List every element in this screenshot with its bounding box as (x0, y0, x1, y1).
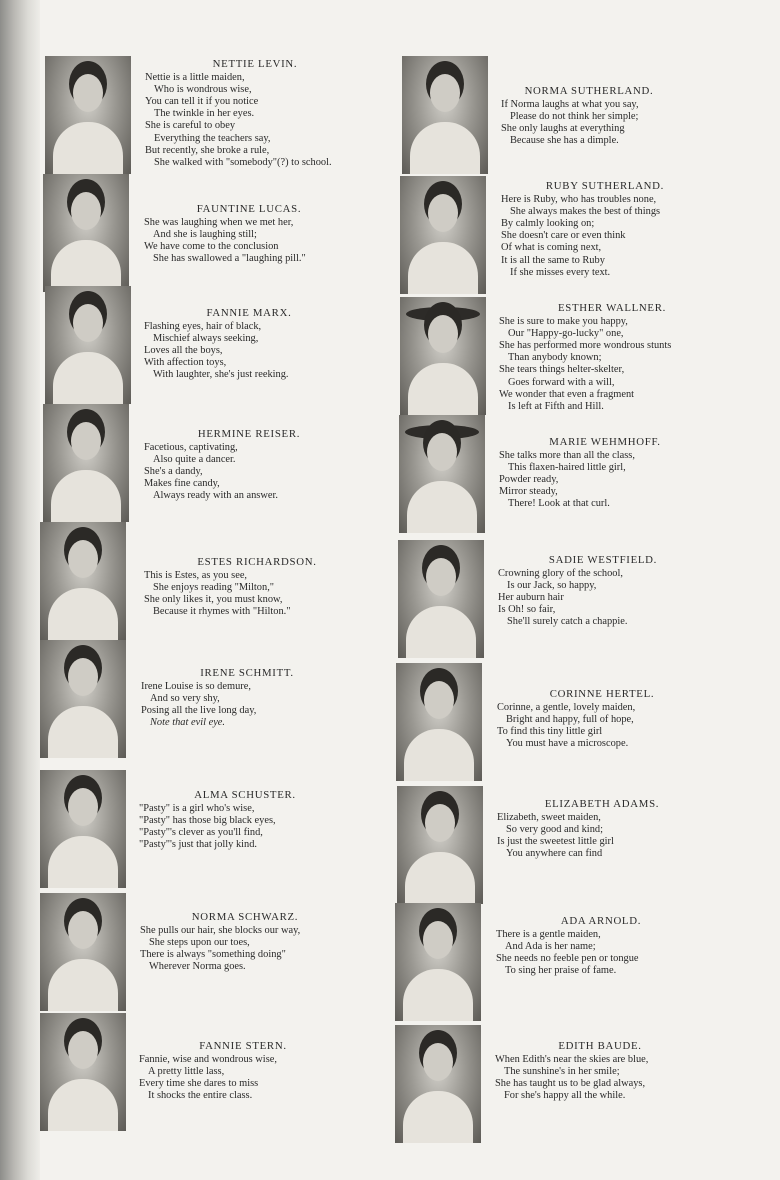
verse-line: Because she has a dimple. (510, 135, 619, 147)
verse-line: Who is wondrous wise, (154, 84, 252, 96)
student-name: HERMINE REISER. (197, 428, 301, 440)
verse-line: Fannie, wise and wondrous wise, (139, 1054, 277, 1066)
verse-block (144, 307, 354, 382)
portrait-photo (397, 786, 483, 904)
verse-line: Irene Louise is so demure, (141, 681, 251, 693)
portrait-body (48, 959, 118, 1011)
portrait-photo (399, 415, 485, 533)
verse-line: We have come to the conclusion (144, 241, 279, 253)
portrait-photo (40, 770, 126, 888)
student-name: FANNIE MARX. (206, 307, 292, 319)
portrait-body (53, 122, 123, 174)
portrait-head (423, 921, 453, 959)
verse-block (498, 554, 708, 629)
verse-line: Mischief always seeking, (153, 333, 259, 345)
verse-line: This is Estes, as you see, (144, 570, 248, 582)
portrait-head (428, 315, 458, 353)
portrait-photo (395, 903, 481, 1021)
verse-line: She needs no feeble pen or tongue (496, 953, 639, 965)
student-name: CORINNE HERTEL. (549, 688, 655, 700)
verse-line: She tears things helter-skelter, (499, 364, 625, 376)
verse-line: "Pasty"'s clever as you'll find, (139, 827, 263, 839)
verse-line: A pretty little lass, (148, 1066, 225, 1078)
portrait-head (428, 194, 458, 232)
verse-line: The sunshine's in her smile; (504, 1066, 620, 1078)
verse-line: She has swallowed a "laughing pill." (153, 253, 306, 265)
verse-line: Is Oh! so fair, (498, 604, 556, 616)
verse-line: So very good and kind; (506, 824, 603, 836)
portrait-photo (402, 56, 488, 174)
verse-line: She only likes it, you must know, (144, 594, 283, 606)
verse-block (497, 688, 707, 750)
verse-block (139, 1040, 347, 1102)
verse-line: Than anybody known; (508, 352, 602, 364)
verse-block (145, 58, 365, 169)
verse-line: Everything the teachers say, (154, 132, 271, 144)
verse-line: You can tell it if you notice (145, 96, 259, 108)
portrait-photo (398, 540, 484, 658)
verse-line: It shocks the entire class. (148, 1090, 253, 1102)
student-name: MARIE WEHMHOFF. (549, 436, 661, 448)
verse-block (501, 85, 677, 147)
portrait-body (51, 470, 121, 522)
portrait-head (68, 1031, 98, 1069)
verse-line: Goes forward with a will, (508, 376, 615, 388)
verse-line: She always makes the best of things (510, 206, 661, 218)
verse-line: She is sure to make you happy, (499, 316, 628, 328)
student-name: SADIE WESTFIELD. (548, 554, 658, 566)
portrait-body (410, 122, 480, 174)
student-name: FANNIE STERN. (199, 1040, 287, 1052)
student-name: RUBY SUTHERLAND. (545, 180, 665, 192)
verse-line: Note that evil eye. (150, 717, 226, 729)
verse-line: Nettie is a little maiden, (145, 72, 245, 84)
verse-block (496, 915, 706, 977)
portrait-head (68, 658, 98, 696)
verse-line: Bright and happy, full of hope, (506, 714, 634, 726)
verse-line: It is all the same to Ruby (501, 254, 605, 266)
portrait-photo (40, 893, 126, 1011)
verse-block (497, 798, 707, 860)
verse-block (144, 556, 370, 618)
portrait-head (68, 788, 98, 826)
portrait-photo (40, 1013, 126, 1131)
portrait-head (71, 192, 101, 230)
verse-line: She has taught us to be glad always, (495, 1078, 646, 1090)
portrait-photo (43, 404, 129, 522)
portrait-head (425, 804, 455, 842)
portrait-head (71, 422, 101, 460)
verse-line: You must have a microscope. (506, 738, 629, 750)
verse-line: Please do not think her simple; (510, 111, 639, 123)
verse-line: To find this tiny little girl (497, 726, 603, 738)
portrait-body (53, 352, 123, 404)
portrait-photo (45, 286, 131, 404)
verse-line: She has performed more wondrous stunts (499, 340, 672, 352)
verse-line: Is our Jack, so happy, (507, 580, 597, 592)
student-name: ESTHER WALLNER. (557, 302, 667, 314)
verse-line: Facetious, captivating, (144, 442, 238, 454)
verse-line: Mirror steady, (499, 486, 558, 498)
verse-line: "Pasty" is a girl who's wise, (139, 803, 255, 815)
verse-line: By calmly looking on; (501, 218, 595, 230)
student-name: ELIZABETH ADAMS. (544, 798, 660, 810)
verse-line: Makes fine candy, (144, 478, 220, 490)
verse-line: There is always "something doing" (140, 949, 286, 961)
verse-line: When Edith's near the skies are blue, (495, 1054, 649, 1066)
verse-block (144, 203, 354, 265)
verse-line: Here is Ruby, who has troubles none, (501, 194, 657, 206)
portrait-photo (40, 522, 126, 640)
portrait-body (408, 242, 478, 294)
verse-line: Our "Happy-go-lucky" one, (508, 328, 624, 340)
portrait-photo (400, 176, 486, 294)
verse-line: Loves all the boys, (144, 345, 223, 357)
verse-line: She only laughs at everything (501, 123, 625, 135)
portrait-body (48, 588, 118, 640)
student-name: FAUNTINE LUCAS. (196, 203, 302, 215)
portrait-photo (40, 640, 126, 758)
portrait-head (424, 681, 454, 719)
verse-line: Crowning glory of the school, (498, 568, 623, 580)
verse-line: She pulls our hair, she blocks our way, (140, 925, 301, 937)
portrait-body (407, 481, 477, 533)
portrait-head (423, 1043, 453, 1081)
verse-line: Of what is coming next, (501, 242, 602, 254)
portrait-body (51, 240, 121, 292)
student-name: IRENE SCHMITT. (200, 667, 294, 679)
portrait-photo (400, 297, 486, 415)
verse-line: She'll surely catch a chappie. (507, 616, 628, 628)
verse-line: Always ready with an answer. (153, 490, 278, 502)
verse-line: Every time she dares to miss (139, 1078, 259, 1090)
verse-line: She's a dandy, (144, 466, 203, 478)
portrait-head (73, 304, 103, 342)
verse-line: She steps upon our toes, (149, 937, 250, 949)
verse-line: Elizabeth, sweet maiden, (497, 812, 601, 824)
verse-line: Is left at Fifth and Hill. (508, 400, 604, 412)
verse-line: The twinkle in her eyes. (154, 108, 255, 120)
verse-block (495, 1040, 705, 1102)
verse-line: With affection toys, (144, 357, 227, 369)
portrait-head (426, 558, 456, 596)
portrait-head (68, 911, 98, 949)
verse-line: Powder ready, (499, 474, 559, 486)
verse-line: Posing all the live long day, (141, 705, 257, 717)
portrait-body (404, 729, 474, 781)
portrait-body (48, 836, 118, 888)
book-binding-shadow (0, 0, 40, 1180)
verse-block (144, 428, 354, 503)
portrait-photo (43, 174, 129, 292)
verse-line: But recently, she broke a rule, (145, 144, 270, 156)
verse-line: She enjoys reading "Milton," (153, 582, 275, 594)
verse-block (141, 667, 353, 729)
verse-line: "Pasty"'s just that jolly kind. (139, 839, 258, 851)
verse-line: You anywhere can find (506, 848, 603, 860)
verse-line: She talks more than all the class, (499, 450, 635, 462)
student-name: ADA ARNOLD. (560, 915, 642, 927)
verse-line: There is a gentle maiden, (496, 929, 601, 941)
verse-line: Is just the sweetest little girl (497, 836, 614, 848)
student-name: EDITH BAUDE. (558, 1040, 642, 1052)
verse-line: We wonder that even a fragment (499, 388, 635, 400)
verse-line: Because it rhymes with "Hilton." (153, 606, 291, 618)
verse-line: Her auburn hair (498, 592, 564, 604)
verse-line: And Ada is her name; (505, 941, 596, 953)
student-name: ALMA SCHUSTER. (194, 789, 296, 801)
verse-line: Flashing eyes, hair of black, (144, 321, 262, 333)
verse-line: She was laughing when we met her, (144, 217, 294, 229)
portrait-photo (396, 663, 482, 781)
portrait-head (430, 74, 460, 112)
verse-line: Wherever Norma goes. (149, 961, 246, 973)
portrait-head (73, 74, 103, 112)
verse-line: If she misses every text. (510, 266, 611, 278)
portrait-photo (45, 56, 131, 174)
verse-line: This flaxen-haired little girl, (508, 462, 626, 474)
student-name: NORMA SCHWARZ. (191, 911, 299, 923)
portrait-body (405, 852, 475, 904)
verse-line: And she is laughing still; (153, 229, 257, 241)
portrait-body (408, 363, 478, 415)
verse-line: To sing her praise of fame. (505, 965, 617, 977)
verse-block (499, 436, 711, 511)
verse-line: Corinne, a gentle, lovely maiden, (497, 702, 636, 714)
verse-line: For she's happy all the while. (504, 1090, 626, 1102)
student-name: NORMA SUTHERLAND. (524, 85, 654, 97)
verse-line: She is careful to obey (145, 120, 236, 132)
verse-block (499, 302, 725, 413)
portrait-body (48, 706, 118, 758)
verse-line: "Pasty" has those big black eyes, (139, 815, 276, 827)
portrait-head (68, 540, 98, 578)
student-name: NETTIE LEVIN. (212, 58, 298, 70)
verse-line: Also quite a dancer. (153, 454, 236, 466)
portrait-body (48, 1079, 118, 1131)
portrait-body (403, 1091, 473, 1143)
student-name: ESTES RICHARDSON. (197, 556, 317, 568)
verse-block (501, 180, 709, 279)
verse-line: There! Look at that curl. (508, 498, 610, 510)
verse-line: And so very shy, (150, 693, 220, 705)
portrait-body (406, 606, 476, 658)
portrait-photo (395, 1025, 481, 1143)
verse-line: She doesn't care or even think (501, 230, 626, 242)
portrait-body (403, 969, 473, 1021)
verse-line: She walked with "somebody"(?) to school. (154, 156, 332, 168)
verse-line: With laughter, she's just reeking. (153, 369, 289, 381)
portrait-head (427, 433, 457, 471)
verse-block (139, 789, 351, 851)
verse-line: If Norma laughs at what you say, (501, 99, 639, 111)
verse-block (140, 911, 350, 973)
